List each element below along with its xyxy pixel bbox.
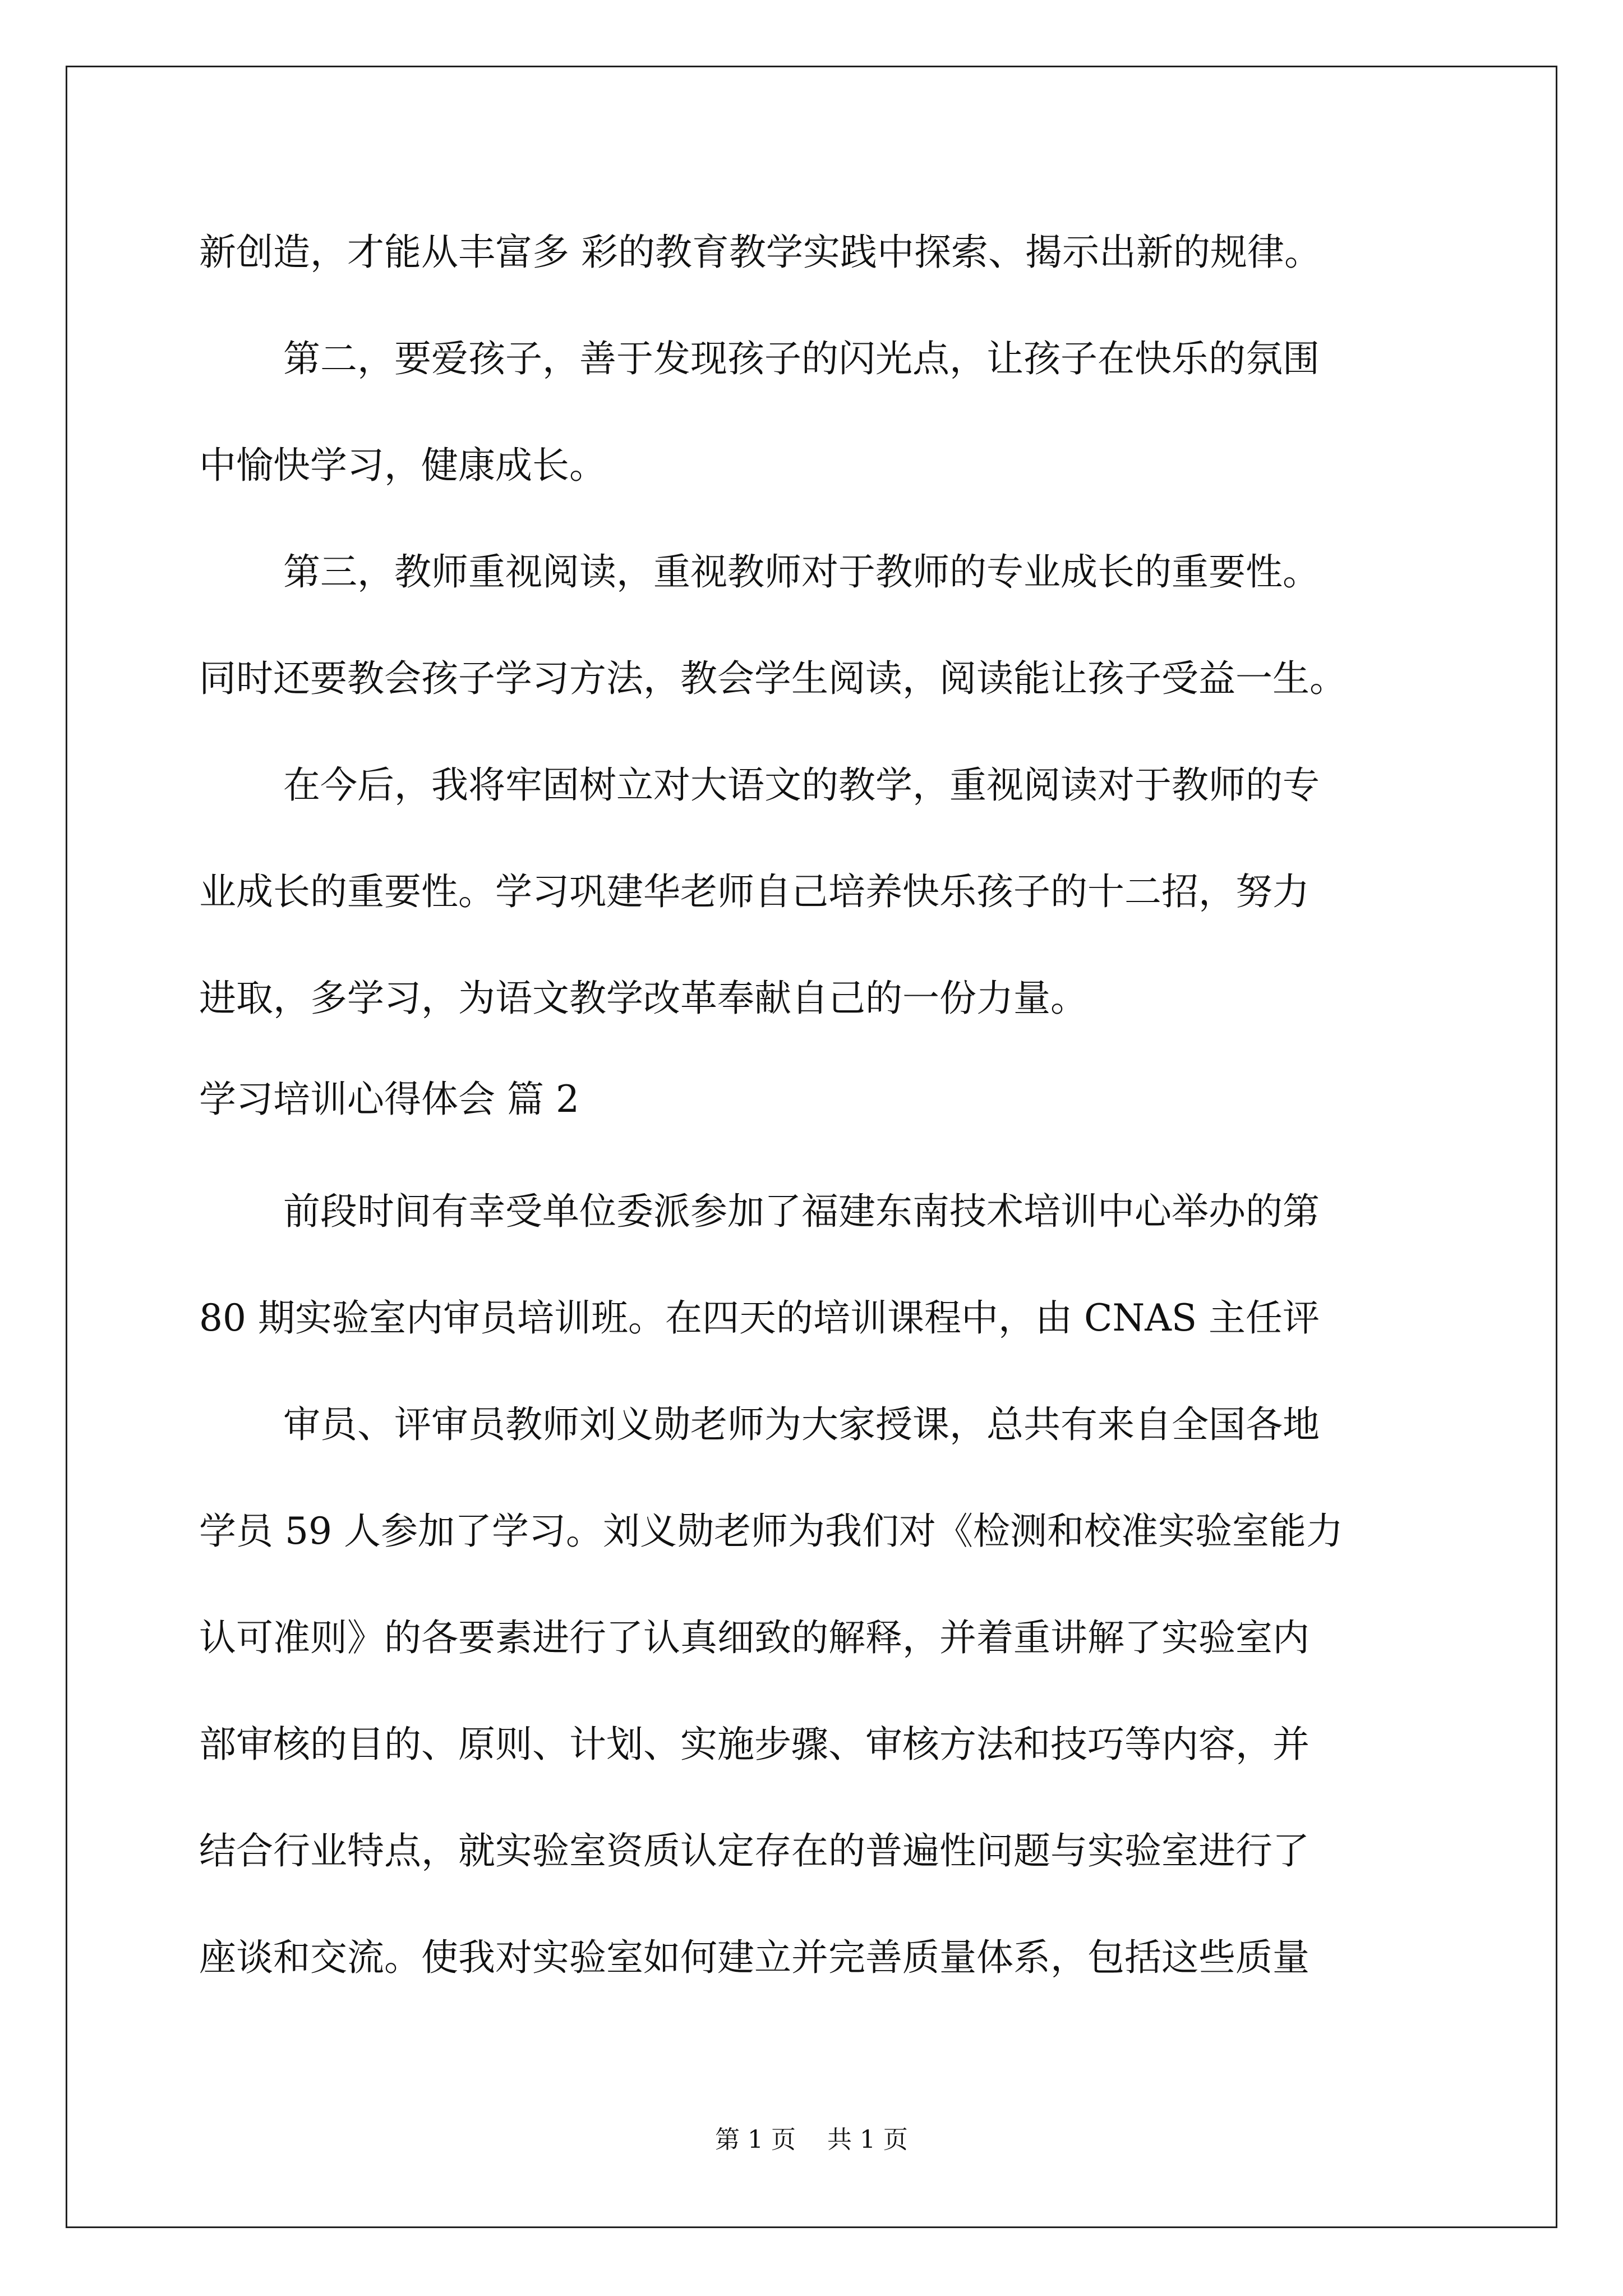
paragraph-line: 80 期实验室内审员培训班。在四天的培训课程中，由 CNAS 主任评	[199, 1296, 1320, 1340]
paragraph-line: 进取，多学习，为语文教学改革奉献自己的一份力量。	[199, 977, 1087, 1020]
paragraph-line: 学员 59 人参加了学习。刘义勋老师为我们对《检测和校准实验室能力	[199, 1510, 1343, 1553]
paragraph-line: 审员、评审员教师刘义勋老师为大家授课，总共有来自全国各地	[283, 1403, 1320, 1446]
paragraph-line: 同时还要教会孩子学习方法，教会学生阅读，阅读能让孩子受益一生。	[199, 657, 1347, 700]
paragraph-line: 在今后，我将牢固树立对大语文的教学，重视阅读对于教师的专	[283, 763, 1320, 807]
paragraph-line: 第二，要爱孩子，善于发现孩子的闪光点，让孩子在快乐的氛围	[283, 337, 1320, 380]
paragraph-line: 部审核的目的、原则、计划、实施步骤、审核方法和技巧等内容，并	[199, 1723, 1310, 1766]
paragraph-line: 认可准则》的各要素进行了认真细致的解释，并着重讲解了实验室内	[199, 1616, 1310, 1659]
paragraph-line: 新创造，才能从丰富多 彩的教育教学实践中探索、揭示出新的规律。	[199, 231, 1321, 274]
paragraph-line: 座谈和交流。使我对实验室如何建立并完善质量体系，包括这些质量	[199, 1936, 1310, 1979]
paragraph-line: 结合行业特点，就实验室资质认定存在的普遍性问题与实验室进行了	[199, 1829, 1310, 1872]
paragraph-line: 前段时间有幸受单位委派参加了福建东南技术培训中心举办的第	[283, 1190, 1320, 1233]
page-footer: 第 1 页 共 1 页	[715, 2125, 908, 2154]
paragraph-line: 业成长的重要性。学习巩建华老师自己培养快乐孩子的十二招，努力	[199, 870, 1310, 913]
page-border	[66, 66, 1557, 2228]
section-heading: 学习培训心得体会 篇 2	[199, 1078, 579, 1121]
paragraph-line: 中愉快学习，健康成长。	[199, 444, 606, 487]
paragraph-line: 第三，教师重视阅读，重视教师对于教师的专业成长的重要性。	[283, 550, 1320, 593]
